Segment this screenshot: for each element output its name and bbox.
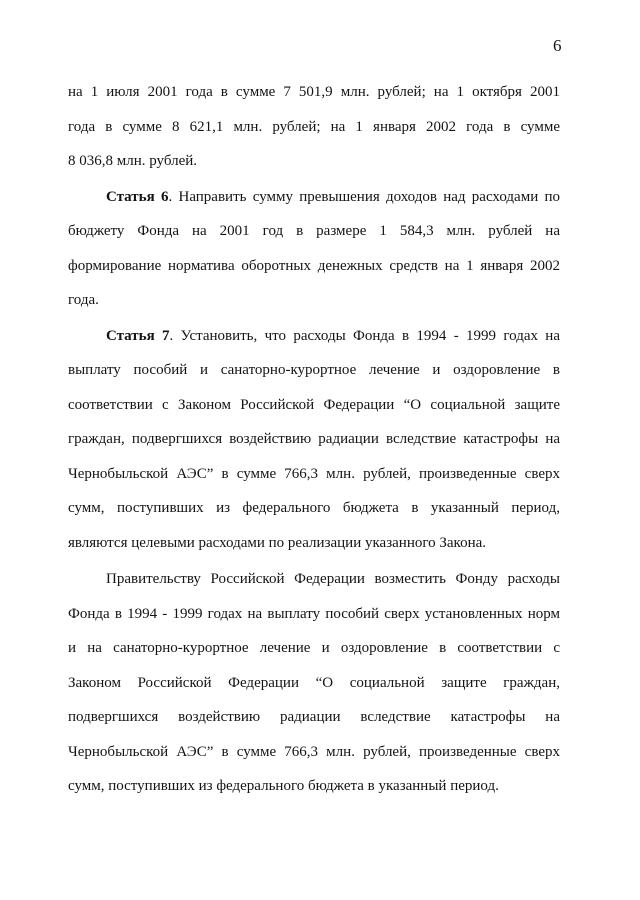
- document-body: [68, 79, 560, 808]
- text-line: соответствии с Законом Российской Федерации “О социальной защите: [68, 396, 560, 413]
- text-line: и на санаторно-курортное лечение и оздоровление в соответствии с: [68, 640, 560, 656]
- text-line: являются целевыми расходами по реализации указанного Закона.: [68, 534, 487, 551]
- text-line: года.: [68, 292, 99, 308]
- text-line: формирование норматива оборотных денежных средств на 1 января 2002: [68, 257, 560, 274]
- text-line: на 1 июля 2001 года в сумме 7 501,9 млн. рублей; на 1 октября 2001: [68, 84, 560, 100]
- text-line: граждан, подвергшихся воздействию радиации вследствие катастрофы на: [68, 431, 560, 447]
- article-7-first-line: . Установить, что расходы Фонда в 1994 - 1999 годах на: [169, 327, 560, 344]
- article-7-title: Статья 7: [106, 327, 170, 344]
- text-line: Фонда в 1994 - 1999 годах на выплату пособий сверх установленных норм: [68, 605, 560, 622]
- text-line: [68, 184, 560, 219]
- article-7: [68, 323, 560, 565]
- text-line: Чернобыльской АЭС” в сумме 766,3 млн. рублей, произведенные сверх: [68, 743, 560, 760]
- article-6-title: Статья 6: [106, 188, 169, 205]
- page-number: 6: [553, 36, 562, 55]
- text-line: подвергшихся воздействию радиации вследствие катастрофы на: [68, 709, 560, 725]
- article-6: [68, 184, 560, 322]
- text-line: бюджету Фонда на 2001 год в размере 1 584,3 млн. рублей на: [68, 223, 560, 239]
- continuation-paragraph: [68, 79, 560, 183]
- text-line: Законом Российской Федерации “О социальной защите граждан,: [68, 674, 560, 691]
- text-line: Правительству Российской Федерации возместить Фонду расходы: [106, 571, 560, 587]
- government-paragraph: [68, 566, 560, 808]
- text-line: сумм, поступивших из федерального бюджета в указанный период.: [68, 778, 499, 794]
- text-line: Чернобыльской АЭС” в сумме 766,3 млн. рублей, произведенные сверх: [68, 465, 560, 482]
- text-line: года в сумме 8 621,1 млн. рублей; на 1 января 2002 года в сумме: [68, 118, 560, 135]
- text-line: 8 036,8 млн. рублей.: [68, 153, 198, 169]
- text-line: [68, 323, 560, 358]
- article-6-first-line: . Направить сумму превышения доходов над расходами по: [168, 188, 560, 205]
- text-line: сумм, поступивших из федерального бюджета в указанный период,: [68, 500, 560, 516]
- text-line: выплату пособий и санаторно-курортное лечение и оздоровление в: [68, 362, 560, 378]
